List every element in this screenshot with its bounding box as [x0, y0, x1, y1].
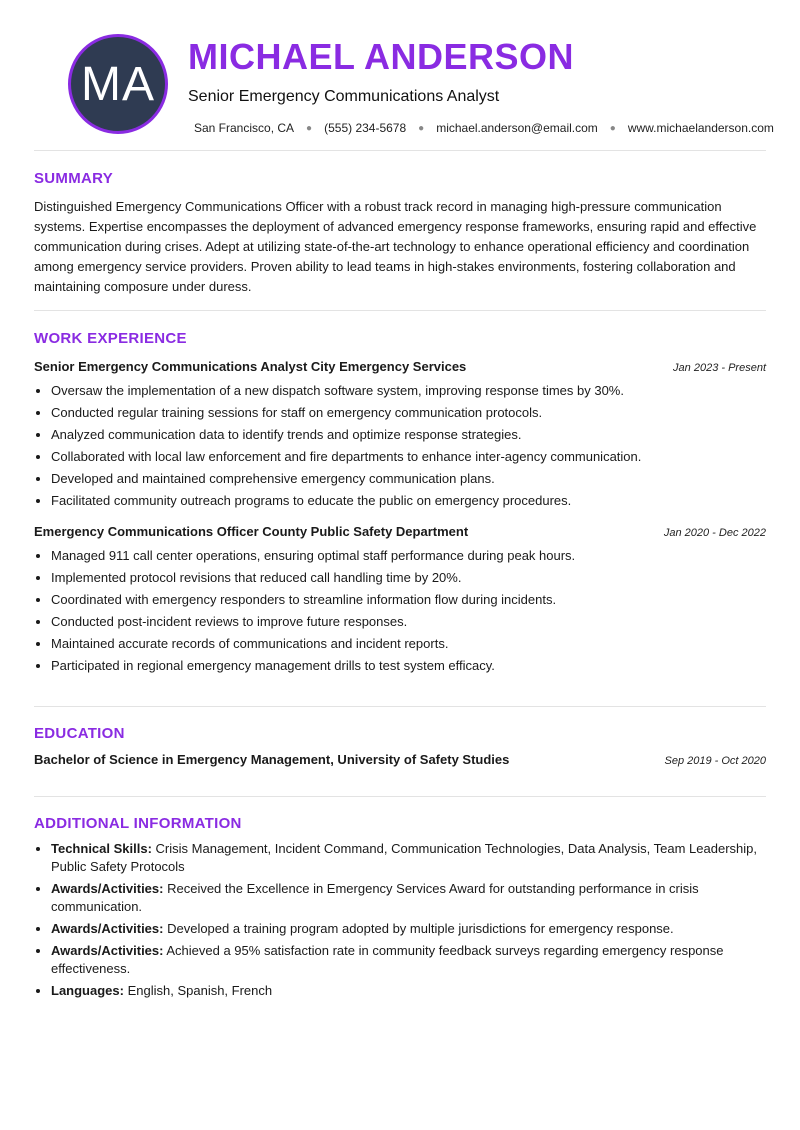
job-role: Senior Emergency Communications Analyst City Emergency Services: [34, 359, 467, 374]
item-label: Technical Skills:: [51, 841, 152, 856]
additional-info-list: [34, 840, 766, 1000]
education-degree: Bachelor of Science in Emergency Management, University of Safety Studies: [34, 752, 510, 767]
education-section: [34, 706, 766, 767]
item-label: Awards/Activities:: [51, 881, 164, 896]
job-bullets: [34, 545, 766, 677]
work-experience-heading: WORK EXPERIENCE: [34, 330, 187, 347]
list-item: • Implemented protocol revisions that reduced call handling time by 20%.: [51, 567, 766, 589]
avatar: [68, 34, 168, 134]
item-text: English, Spanish, French: [127, 983, 273, 998]
item-label: Languages:: [51, 983, 124, 998]
separator-dot-icon: ●: [306, 122, 313, 134]
list-item: • Conducted post-incident reviews to improve future responses.: [51, 611, 766, 633]
additional-information-section: [34, 796, 766, 1004]
header-divider: [34, 150, 766, 151]
contact-phone[interactable]: (555) 234-5678: [324, 121, 407, 135]
item-label: Awards/Activities:: [51, 943, 164, 958]
list-item: • Conducted regular training sessions for staff on emergency communication protocols.: [51, 402, 766, 424]
list-item: • Analyzed communication data to identify trends and optimize response strategies.: [51, 424, 766, 446]
section-divider: [34, 310, 766, 311]
list-item: [51, 920, 766, 938]
list-item: • Collaborated with local law enforcement and fire departments to enhance inter-agency communication.: [51, 446, 766, 468]
contact-bar: [194, 121, 774, 135]
job-date: Jan 2020 - Dec 2022: [663, 527, 766, 539]
separator-dot-icon: ●: [609, 122, 616, 134]
summary-heading: SUMMARY: [34, 170, 114, 187]
job-bullets: [34, 380, 766, 512]
item-text: Achieved a 95% satisfaction rate in community feedback surveys regarding emergency response effectiveness.: [51, 943, 724, 976]
job-entry: [34, 359, 766, 512]
summary-text: Distinguished Emergency Communications Officer with a robust track record in managing high-pressure communication systems. Expertise encompasses the deployment of advanced emergency response frameworks, ensuring rapid and effective communication during crises. Adept at utilizing state-of-the-art technology to enhance operational efficiency and coordination among emergency service providers. Proven ability to lead teams in high-stakes environments, fostering collaboration and maintaining composure under duress.: [34, 199, 757, 294]
list-item: [51, 880, 766, 916]
item-text: Developed a training program adopted by multiple jurisdictions for emergency response.: [167, 921, 674, 936]
item-text: Received the Excellence in Emergency Services Award for outstanding performance in crisis communication.: [51, 881, 699, 914]
list-item: • Facilitated community outreach programs to educate the public on emergency procedures.: [51, 490, 766, 512]
candidate-title: Senior Emergency Communications Analyst: [188, 88, 500, 105]
separator-dot-icon: ●: [418, 122, 425, 134]
list-item: [51, 942, 766, 978]
contact-website[interactable]: www.michaelanderson.com: [627, 121, 774, 135]
avatar-initials: MA: [81, 57, 155, 111]
candidate-name: MICHAEL ANDERSON: [188, 36, 575, 77]
job-role: Emergency Communications Officer County Public Safety Department: [34, 524, 469, 539]
list-item: [51, 840, 766, 876]
item-label: Awards/Activities:: [51, 921, 164, 936]
list-item: • Participated in regional emergency management drills to test system efficacy.: [51, 655, 766, 677]
education-date: Sep 2019 - Oct 2020: [664, 755, 766, 767]
section-divider: [34, 706, 766, 707]
list-item: • Managed 911 call center operations, ensuring optimal staff performance during peak hours.: [51, 545, 766, 567]
job-date: Jan 2023 - Present: [673, 362, 766, 374]
education-heading: EDUCATION: [34, 725, 125, 742]
job-entry: [34, 524, 766, 677]
list-item: • Coordinated with emergency responders to streamline information flow during incidents.: [51, 589, 766, 611]
item-text: Crisis Management, Incident Command, Communication Technologies, Data Analysis, Team Leadership, Public Safety Protocols: [51, 841, 757, 874]
contact-location: San Francisco, CA: [194, 121, 295, 135]
section-divider: [34, 796, 766, 797]
list-item: • Developed and maintained comprehensive emergency communication plans.: [51, 468, 766, 490]
list-item: [51, 982, 766, 1000]
work-experience-section: [34, 310, 766, 677]
list-item: • Oversaw the implementation of a new dispatch software system, improving response times by 30%.: [51, 380, 766, 402]
additional-information-heading: ADDITIONAL INFORMATION: [34, 815, 242, 832]
summary-section: [34, 170, 766, 297]
resume-header: [34, 0, 774, 150]
list-item: • Maintained accurate records of communications and incident reports.: [51, 633, 766, 655]
contact-email[interactable]: michael.anderson@email.com: [436, 121, 598, 135]
